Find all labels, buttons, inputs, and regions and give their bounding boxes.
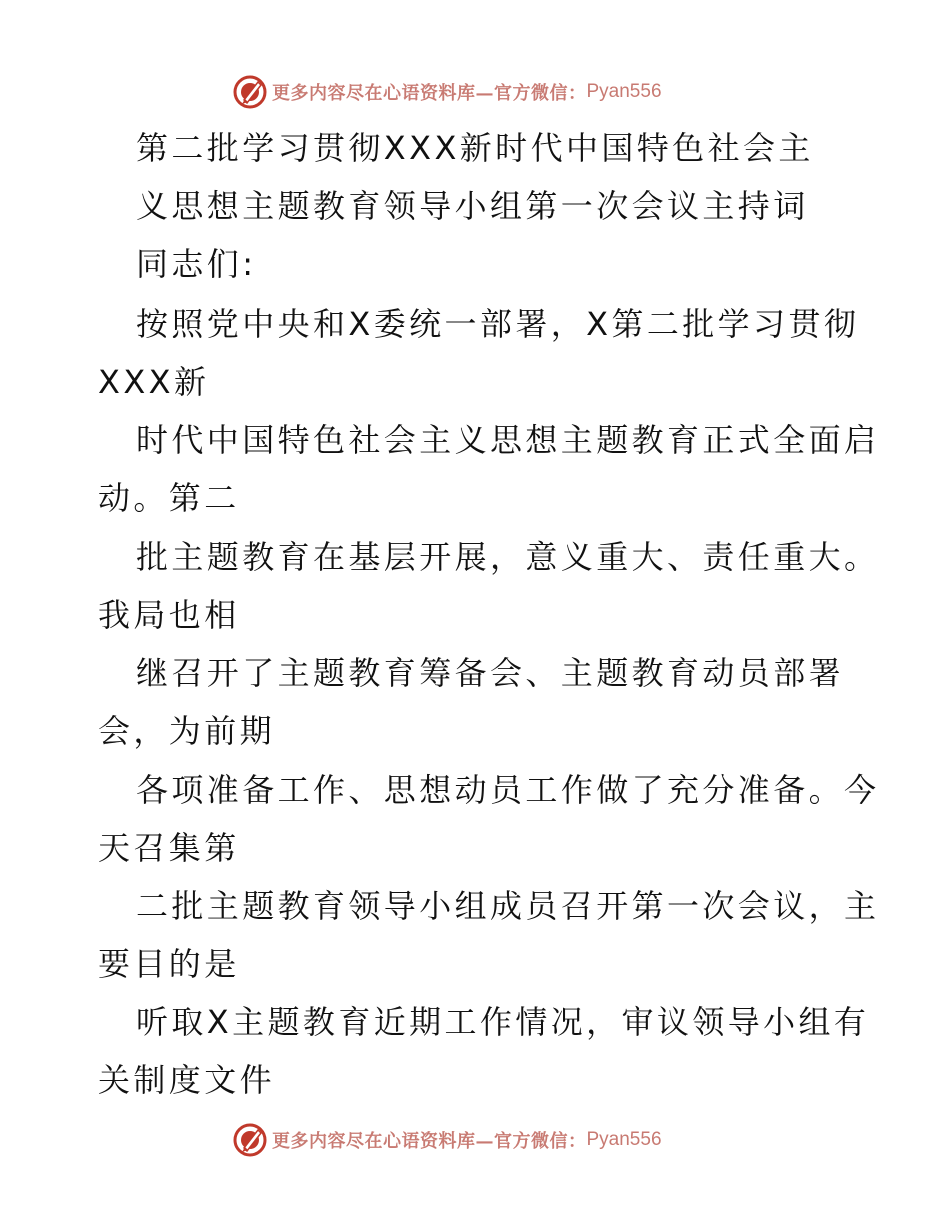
body-line: 我局也相 — [98, 596, 240, 634]
footer-banner-text: 更多内容尽在心语资料库—官方微信： — [272, 1131, 587, 1152]
title-line-1: 第二批学习贯彻XXX新时代中国特色社会主 — [136, 129, 814, 167]
footer-banner-wechat: Pyan556 — [586, 1129, 662, 1150]
body-line: XXX新 — [98, 363, 210, 401]
title-line-2: 义思想主题教育领导小组第一次会议主持词 — [136, 187, 809, 225]
body-line: 听取X主题教育近期工作情况，审议领导小组有 — [136, 1003, 870, 1041]
header-banner-wechat: Pyan556 — [586, 81, 662, 102]
body-line: 时代中国特色社会主义思想主题教育正式全面启 — [136, 421, 880, 459]
body-line: 会，为前期 — [98, 712, 276, 750]
footer-banner-content — [232, 1120, 662, 1160]
body-line: 天召集第 — [98, 829, 240, 867]
body-line: 批主题教育在基层开展，意义重大、责任重大。 — [136, 538, 880, 576]
pen-nib-logo-icon — [232, 1122, 268, 1158]
body-line: 继召开了主题教育筹备会、主题教育动员部署 — [136, 654, 845, 692]
footer-banner — [0, 1120, 950, 1160]
body-line: 各项准备工作、思想动员工作做了充分准备。今 — [136, 771, 880, 809]
body-line: 动。第二 — [98, 479, 240, 517]
header-banner-text: 更多内容尽在心语资料库—官方微信： — [272, 83, 587, 104]
body-line: 要目的是 — [98, 945, 240, 983]
body-line: 关制度文件 — [98, 1061, 276, 1099]
body-line: 二批主题教育领导小组成员召开第一次会议，主 — [136, 887, 880, 925]
salutation: 同志们: — [136, 245, 257, 283]
body-line: 按照党中央和X委统一部署，X第二批学习贯彻 — [136, 305, 860, 343]
